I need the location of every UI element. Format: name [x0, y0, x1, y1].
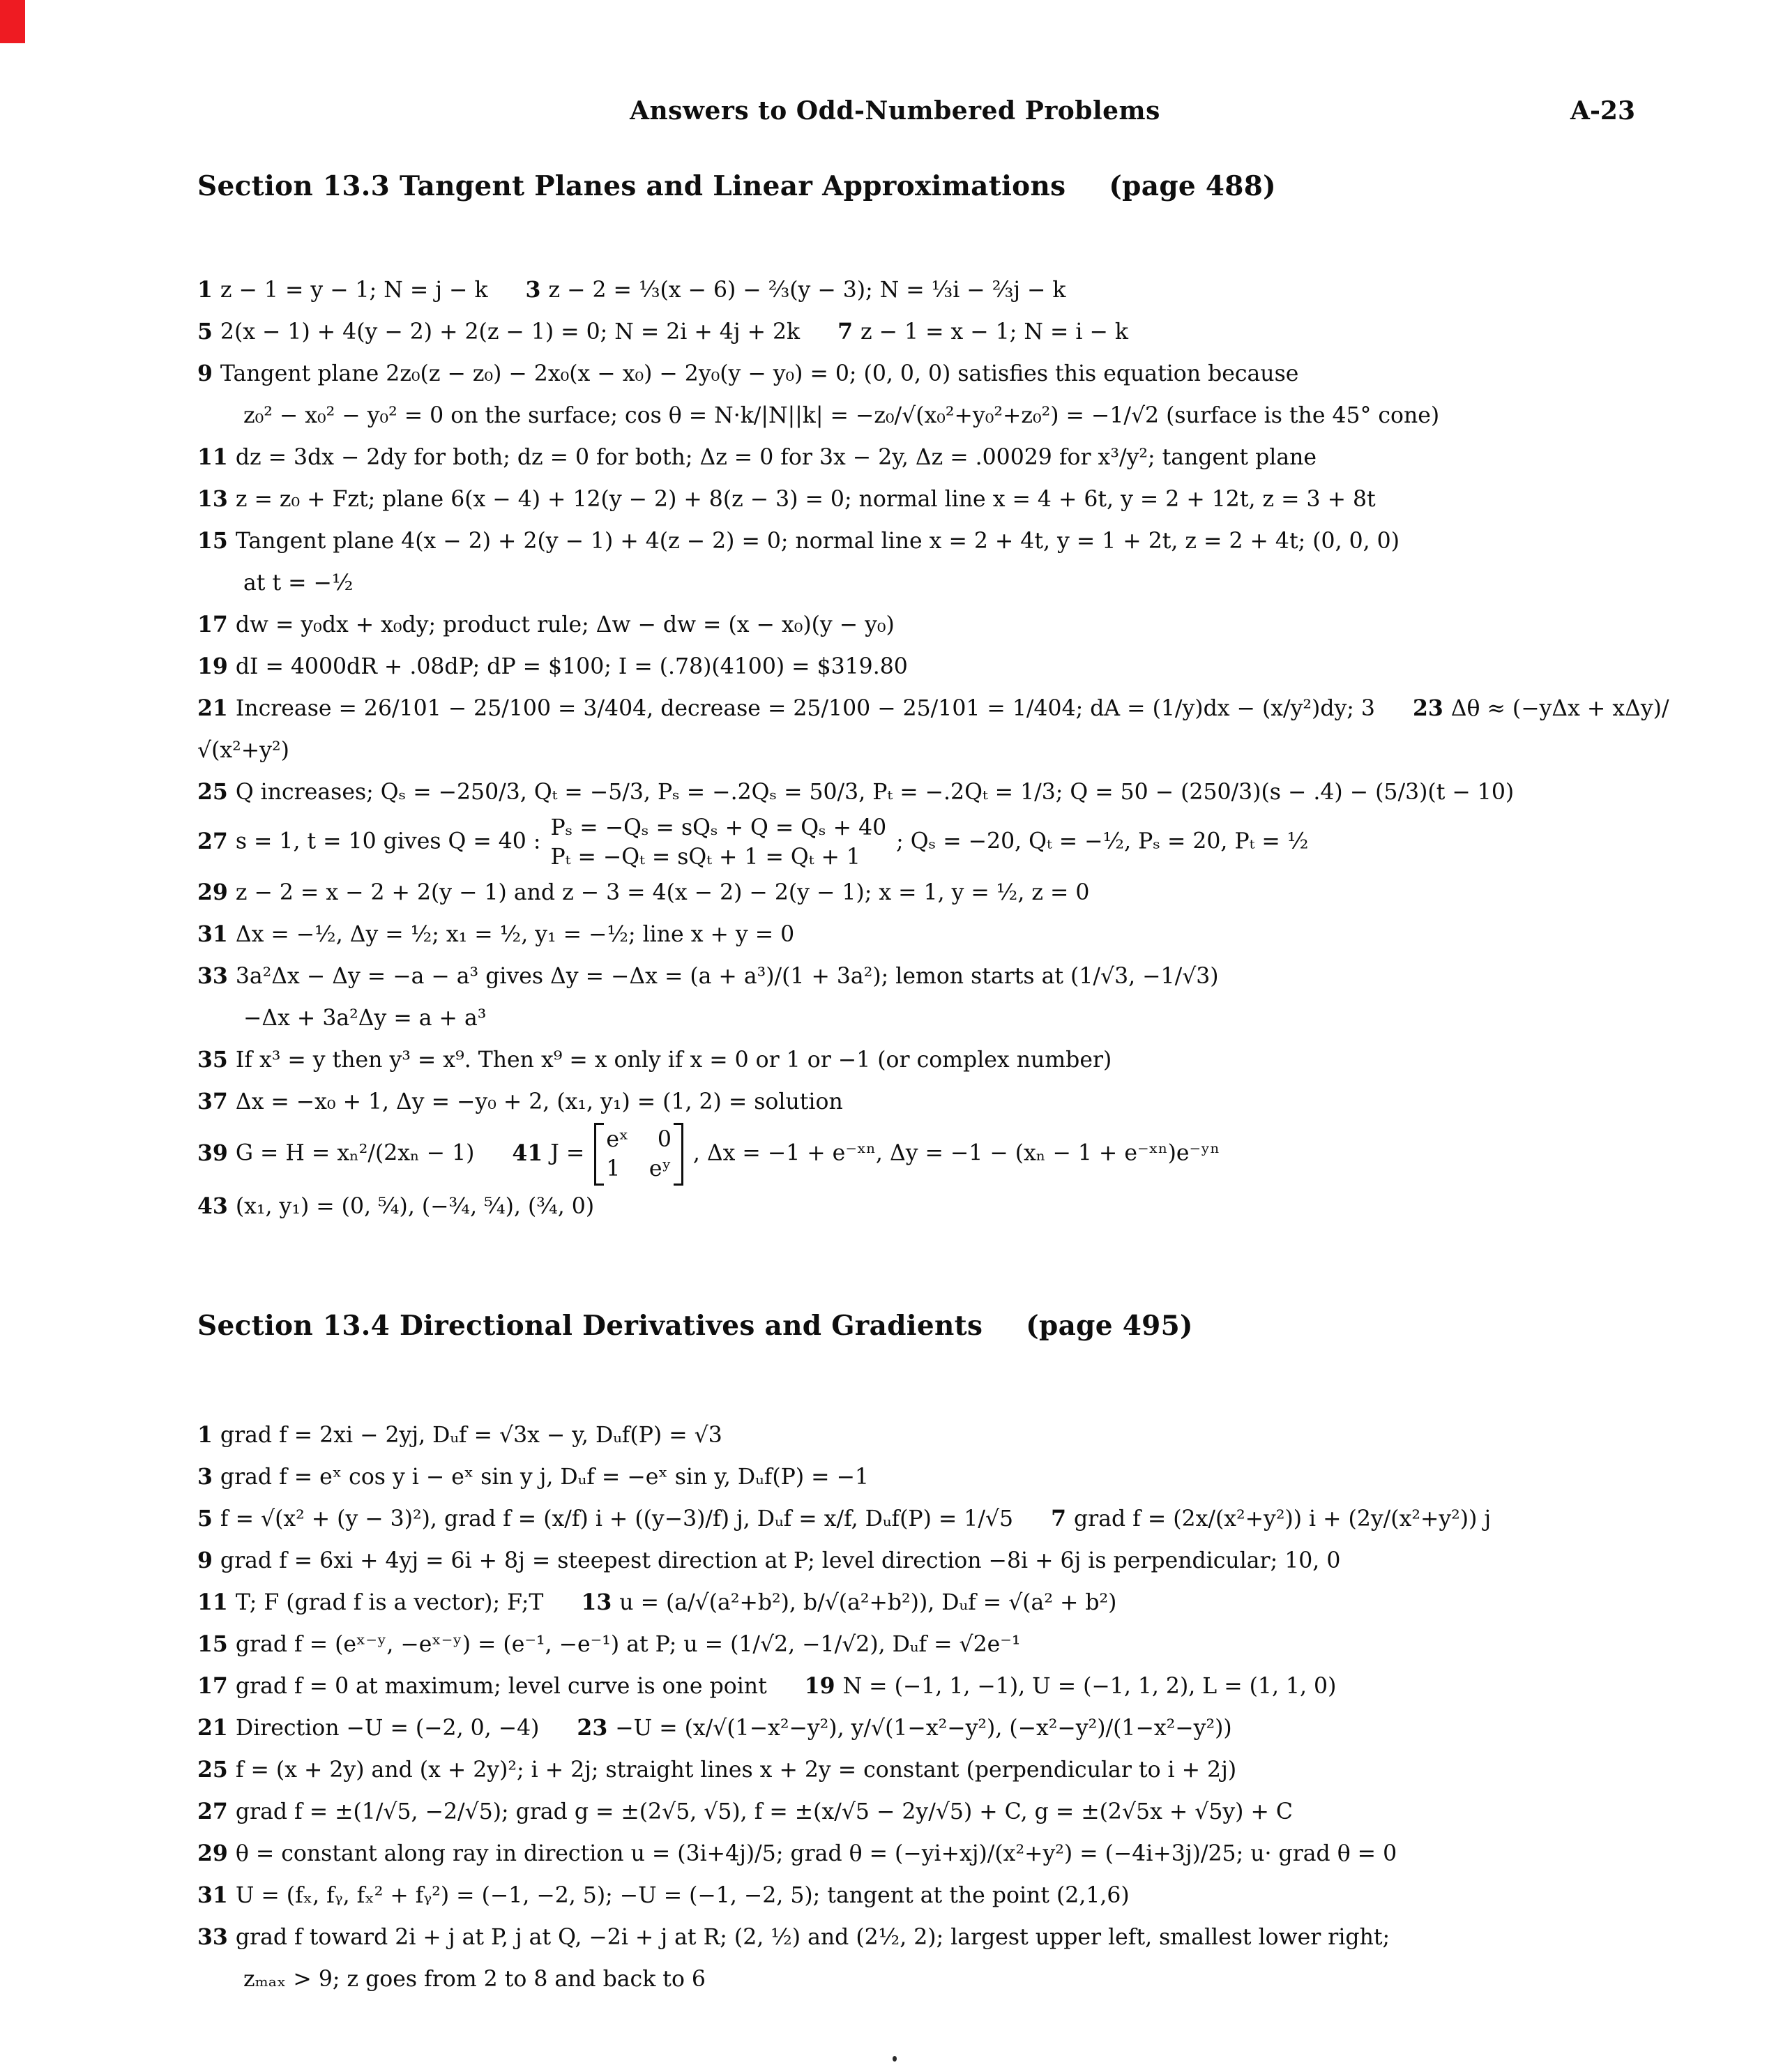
answer-line	[197, 1707, 1748, 1749]
problem-number: 23	[1412, 695, 1443, 721]
answer-line	[197, 1749, 1748, 1791]
problem-number: 29	[197, 1840, 228, 1866]
answer-text: grad f = 2xi − 2yj, Dᵤf = √3x − y, Dᵤf(P) = √3	[220, 1423, 722, 1448]
answer-line	[197, 1456, 1748, 1498]
problem-number: 19	[197, 653, 228, 679]
answer-text: Tangent plane 2z₀(z − z₀) − 2x₀(x − x₀) − 2y₀(y − y₀) = 0; (0, 0, 0) satisfies this equation because	[220, 361, 1299, 386]
answer-line	[197, 771, 1748, 813]
answer-text: grad f = ±(1/√5, −2/√5); grad g = ±(2√5, √5), f = ±(x/√5 − 2y/√5) + C, g = ±(2√5x + √5y) + C	[235, 1799, 1293, 1824]
problem-number: 1	[197, 277, 213, 303]
problem-number: 31	[197, 1882, 228, 1908]
answer-line	[197, 353, 1748, 395]
answer-text: z − 2 = x − 2 + 2(y − 1) and z − 3 = 4(x − 2) − 2(y − 1); x = 1, y = ½, z = 0	[235, 880, 1090, 905]
answer-line	[197, 478, 1748, 520]
matrix	[594, 1123, 683, 1186]
answer-line	[197, 914, 1748, 955]
answer-text: grad f toward 2i + j at P, j at Q, −2i + j at R; (2, ½) and (2½, 2); largest upper left, smallest lower right;	[235, 1925, 1390, 1950]
section-page-ref: (page 495)	[1026, 1310, 1193, 1342]
problem-number: 27	[197, 828, 228, 854]
problem-number: 17	[197, 612, 228, 637]
answer-text: f = (x + 2y) and (x + 2y)²; i + 2j; straight lines x + 2y = constant (perpendicular to i + 2j)	[235, 1757, 1237, 1783]
answer-line	[197, 562, 1748, 604]
answers-list	[197, 269, 1748, 1227]
answer-line	[197, 1498, 1748, 1540]
problem-number: 27	[197, 1799, 228, 1824]
running-title: Answers to Odd-Numbered Problems	[630, 96, 1160, 126]
problem-number: 7	[837, 319, 854, 345]
problem-number: 21	[197, 695, 228, 721]
answer-line	[197, 395, 1748, 437]
answer-line	[197, 872, 1748, 914]
problem-number: 19	[804, 1673, 835, 1699]
answer-line	[197, 311, 1748, 353]
problem-number: 11	[197, 1589, 228, 1615]
answer-text: −U = (x/√(1−x²−y²), y/√(1−x²−y²), (−x²−y²)/(1−x²−y²))	[615, 1716, 1232, 1741]
answer-text: U = (fₓ, fᵧ, fₓ² + fᵧ²) = (−1, −2, 5); −U = (−1, −2, 5); tangent at the point (2,1,6)	[235, 1883, 1130, 1908]
problem-number: 29	[197, 879, 228, 905]
print-artifact-dot	[893, 2056, 897, 2062]
answer-text: z − 1 = x − 1; N = i − k	[860, 319, 1128, 345]
answer-line	[197, 1540, 1748, 1582]
answer-text: z − 2 = ⅓(x − 6) − ⅔(y − 3); N = ⅓i − ⅔j − k	[548, 278, 1066, 303]
equation-stack	[550, 813, 886, 872]
problem-number: 39	[197, 1140, 228, 1166]
answer-text: −Δx + 3a²Δy = a + a³	[243, 1006, 487, 1031]
answer-text: Δx = −½, Δy = ½; x₁ = ½, y₁ = −½; line x + y = 0	[235, 922, 795, 947]
answer-line	[197, 646, 1748, 688]
answer-text: z₀² − x₀² − y₀² = 0 on the surface; cos θ = N·k/|N||k| = −z₀/√(x₀²+y₀²+z₀²) = −1/√2 (surface is the 45° cone)	[243, 403, 1440, 428]
answer-line	[197, 1875, 1748, 1916]
answer-line	[197, 1665, 1748, 1707]
answer-text: N = (−1, 1, −1), U = (−1, 1, 2), L = (1, 1, 0)	[842, 1674, 1337, 1699]
answer-text: T; F (grad f is a vector); F;T	[235, 1590, 544, 1615]
problem-number: 11	[197, 444, 228, 470]
section-13-3	[0, 170, 1790, 1227]
answer-line	[197, 604, 1748, 646]
answer-text: grad f = eˣ cos y i − eˣ sin y j, Dᵤf = −eˣ sin y, Dᵤf(P) = −1	[220, 1465, 870, 1490]
section-13-4	[0, 1310, 1790, 2000]
problem-number: 3	[197, 1464, 213, 1490]
problem-number: 13	[197, 486, 228, 512]
answers-list	[197, 1414, 1748, 2000]
section-title-row	[197, 170, 1727, 202]
answer-line	[197, 1958, 1748, 2000]
answer-text: grad f = 0 at maximum; level curve is one point	[235, 1674, 767, 1699]
answer-line	[197, 1186, 1748, 1227]
answer-line	[197, 688, 1748, 771]
problem-number: 9	[197, 1548, 213, 1573]
answer-line	[197, 1916, 1748, 1958]
problem-number: 33	[197, 963, 228, 989]
answer-text: 2(x − 1) + 4(y − 2) + 2(z − 1) = 0; N = 2i + 4j + 2k	[220, 319, 801, 345]
answer-text: at t = −½	[243, 570, 354, 596]
stack-row: Pₜ = −Qₜ = sQₜ + 1 = Qₜ + 1	[550, 845, 860, 870]
stack-row: Pₛ = −Qₛ = sQₛ + Q = Qₛ + 40	[550, 815, 887, 840]
answer-line	[197, 1039, 1748, 1081]
answer-text: Tangent plane 4(x − 2) + 2(y − 1) + 4(z − 2) = 0; normal line x = 2 + 4t, y = 1 + 2t, z = 2 + 4t; (0, 0, 0)	[235, 529, 1400, 554]
answer-line	[197, 1081, 1748, 1123]
answer-text: θ = constant along ray in direction u = (3i+4j)/5; grad θ = (−yi+xj)/(x²+y²) = (−4i+3j)/25; u· grad θ = 0	[235, 1841, 1397, 1866]
section-page-ref: (page 488)	[1109, 170, 1276, 202]
stack-row: eˣ 0	[606, 1127, 672, 1152]
problem-number: 17	[197, 1673, 228, 1699]
answer-line	[197, 813, 1748, 872]
answer-text: f = √(x² + (y − 3)²), grad f = (x/f) i + ((y−3)/f) j, Dᵤf = x/f, Dᵤf(P) = 1/√5	[220, 1506, 1014, 1532]
answer-text: dI = 4000dR + .08dP; dP = $100; I = (.78)(4100) = $319.80	[235, 654, 908, 679]
answer-text: u = (a/√(a²+b²), b/√(a²+b²)), Dᵤf = √(a² + b²)	[619, 1590, 1117, 1615]
answer-text: Δθ ≈ (−yΔx + xΔy)/√(x²+y²)	[197, 696, 1669, 763]
problem-number: 3	[525, 277, 541, 303]
answer-text: J =	[550, 1140, 585, 1166]
problem-number: 31	[197, 921, 228, 947]
answer-text: Q increases; Qₛ = −250/3, Qₜ = −5/3, Pₛ = −.2Qₛ = 50/3, Pₜ = −.2Qₜ = 1/3; Q = 50 − (250/3)(s − .4) − (5/3)(t − 10)	[235, 780, 1515, 805]
answer-text: If x³ = y then y³ = x⁹. Then x⁹ = x only if x = 0 or 1 or −1 (or complex number)	[235, 1048, 1112, 1073]
answer-text: (x₁, y₁) = (0, ⁵⁄₄), (−¾, ⁵⁄₄), (¾, 0)	[235, 1194, 595, 1219]
section-title: Section 13.4 Directional Derivatives and Gradients	[197, 1310, 983, 1342]
answer-text: dw = y₀dx + x₀dy; product rule; Δw − dw = (x − x₀)(y − y₀)	[235, 612, 895, 637]
problem-number: 7	[1051, 1506, 1066, 1532]
page-header	[0, 0, 1790, 139]
answer-line	[197, 1123, 1748, 1186]
answer-text: Direction −U = (−2, 0, −4)	[235, 1716, 540, 1741]
problem-number: 5	[197, 319, 213, 345]
answer-line	[197, 997, 1748, 1039]
problem-number: 43	[197, 1193, 228, 1219]
problem-number: 25	[197, 1757, 228, 1783]
answer-text: z − 1 = y − 1; N = j − k	[220, 278, 488, 303]
problem-number: 15	[197, 528, 228, 554]
answer-text: ; Qₛ = −20, Qₜ = −½, Pₛ = 20, Pₜ = ½	[896, 829, 1309, 854]
section-title: Section 13.3 Tangent Planes and Linear Approximations	[197, 170, 1066, 202]
answer-line	[197, 955, 1748, 997]
answer-line	[197, 269, 1748, 311]
problem-number: 13	[581, 1589, 612, 1615]
problem-number: 23	[577, 1715, 608, 1741]
answer-line	[197, 1833, 1748, 1875]
problem-number: 1	[197, 1422, 213, 1448]
answer-text: z = z₀ + Fᴢt; plane 6(x − 4) + 12(y − 2) + 8(z − 3) = 0; normal line x = 4 + 6t, y = 2 + 12t, z = 3 + 8t	[235, 487, 1376, 512]
problem-number: 33	[197, 1924, 228, 1950]
answer-line	[197, 437, 1748, 478]
answer-text: grad f = (eˣ⁻ʸ, −eˣ⁻ʸ) = (e⁻¹, −e⁻¹) at P; u = (1/√2, −1/√2), Dᵤf = √2e⁻¹	[235, 1632, 1021, 1657]
answer-text: s = 1, t = 10 gives Q = 40 :	[235, 829, 541, 854]
stack-row: 1 eʸ	[606, 1156, 672, 1181]
answer-text: Δx = −x₀ + 1, Δy = −y₀ + 2, (x₁, y₁) = (1, 2) = solution	[235, 1089, 843, 1114]
answer-text: G = H = xₙ²/(2xₙ − 1)	[235, 1140, 475, 1166]
answer-line	[197, 1791, 1748, 1833]
problem-number: 9	[197, 361, 213, 386]
problem-number: 5	[197, 1506, 213, 1532]
answer-text: zₘₐₓ > 9; z goes from 2 to 8 and back to 6	[243, 1967, 706, 1992]
answer-line	[197, 520, 1748, 562]
answer-line	[197, 1414, 1748, 1456]
problem-number: 15	[197, 1631, 228, 1657]
answer-line	[197, 1582, 1748, 1624]
answer-text: dz = 3dx − 2dy for both; dz = 0 for both; Δz = 0 for 3x − 2y, Δz = .00029 for x³/y²; tangent plane	[235, 445, 1317, 470]
problem-number: 25	[197, 779, 228, 805]
problem-number: 37	[197, 1089, 228, 1114]
page-number: A-23	[1570, 96, 1635, 126]
answer-text: 3a²Δx − Δy = −a − a³ gives Δy = −Δx = (a + a³)/(1 + 3a²); lemon starts at (1/√3, −1/√3)	[235, 964, 1219, 989]
answer-text: grad f = (2x/(x²+y²)) i + (2y/(x²+y²)) j	[1074, 1506, 1492, 1532]
answer-text: grad f = 6xi + 4yj = 6i + 8j = steepest direction at P; level direction −8i + 6j is perpendicular; 10, 0	[220, 1548, 1341, 1573]
answer-line	[197, 1624, 1748, 1665]
answer-text: , Δx = −1 + e⁻ˣⁿ, Δy = −1 − (xₙ − 1 + e⁻ˣⁿ)e⁻ʸⁿ	[692, 1140, 1220, 1166]
problem-number: 41	[512, 1140, 543, 1166]
problem-number: 35	[197, 1047, 228, 1073]
section-title-row	[197, 1310, 1727, 1342]
problem-number: 21	[197, 1715, 228, 1741]
answer-text: Increase = 26/101 − 25/100 = 3/404, decrease = 25/100 − 25/101 = 1/404; dA = (1/y)dx − (x/y²)dy; 3	[235, 696, 1375, 721]
